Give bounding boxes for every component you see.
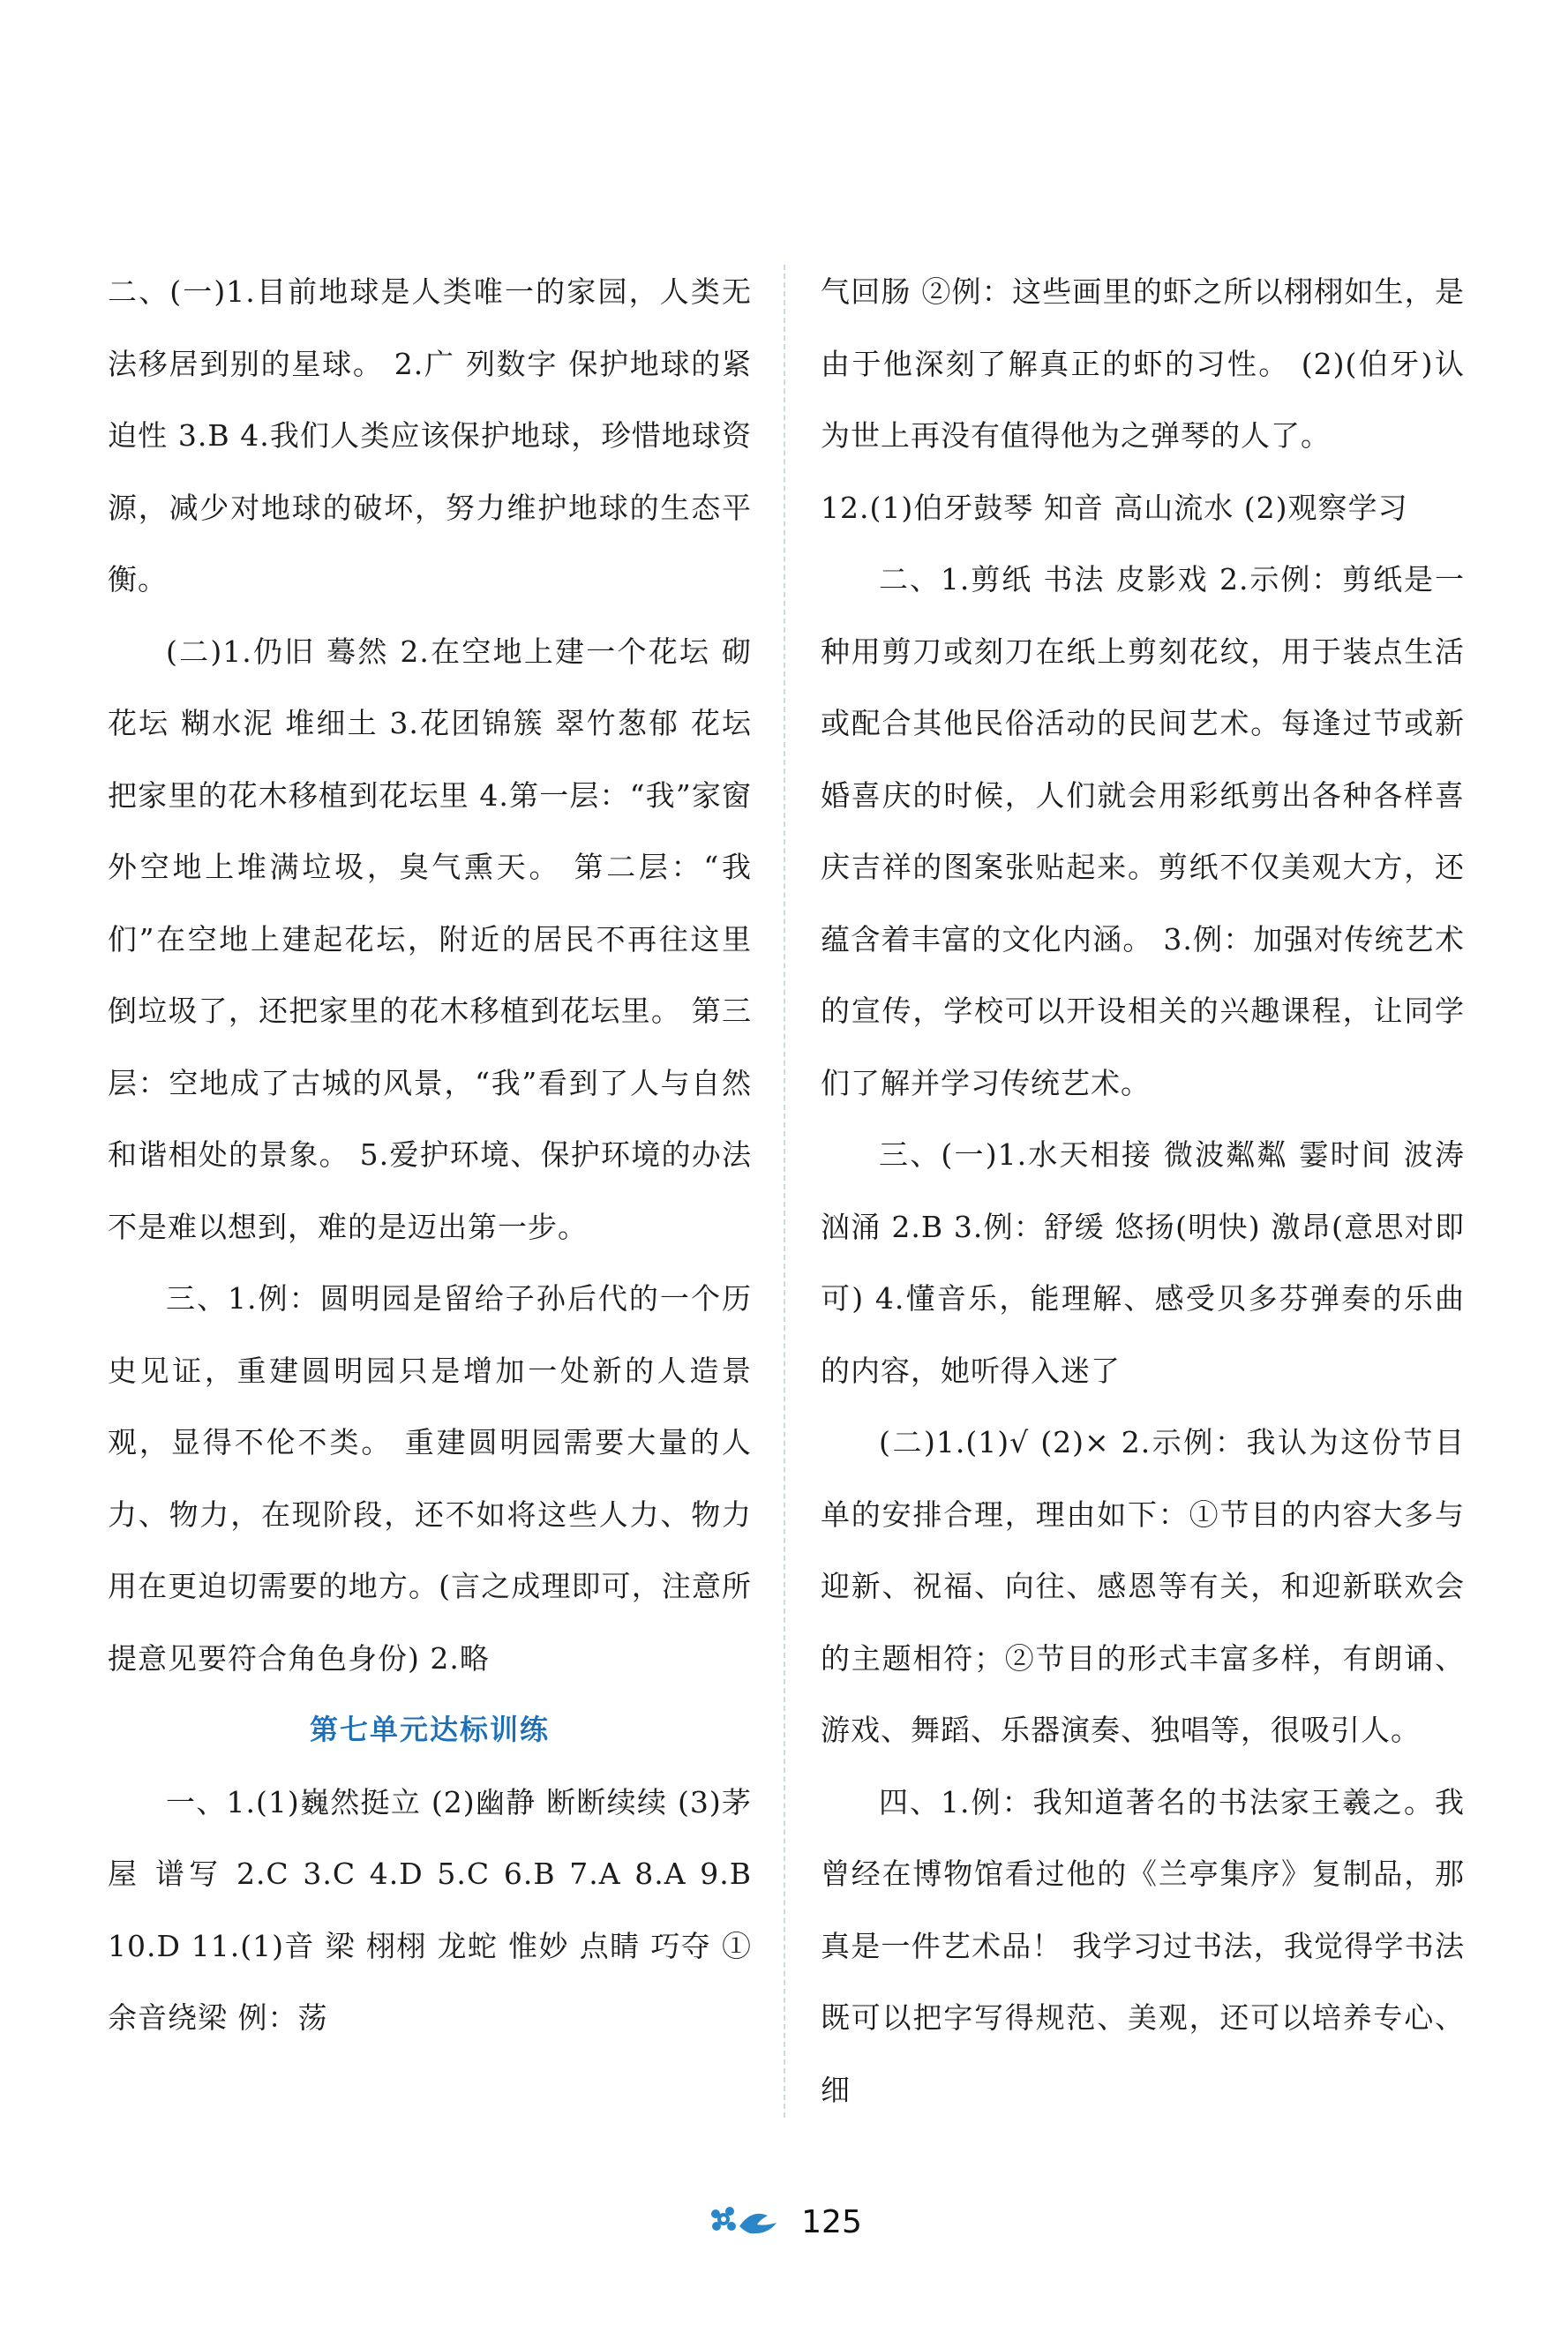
paragraph-left-1: 二、(一)1.目前地球是人类唯一的家园，人类无法移居到别的星球。 2.广 列数字 保护地球的紧迫性 3.B 4.我们人类应该保护地球，珍惜地球资源，减少对地球的破坏，努力维护地球的生态平衡。 [108,274,752,596]
paragraph-right-4: 三、(一)1.水天相接 微波粼粼 霎时间 波涛汹涌 2.B 3.例：舒缓 悠扬(明快) 激昂(意思对即可) 4.懂音乐，能理解、感受贝多芬弹奏的乐曲的内容，她听得入迷了 [821,1137,1465,1388]
paragraph-right-6: 四、1.例：我知道著名的书法家王羲之。我曾经在博物馆看过他的《兰亭集序》复制品，那真是一件艺术品！ 我学习过书法，我觉得学书法既可以把字写得规范、美观，还可以培养专心、细 [821,1784,1465,2107]
paragraph-right-5: (二)1.(1)√ (2)× 2.示例：我认为这份节目单的安排合理，理由如下：①节目的内容大多与迎新、祝福、向往、感恩等有关，和迎新联欢会的主题相符；②节目的形式丰富多样，有朗诵、游戏、舞蹈、乐器演奏、独唱等，很吸引人。 [821,1425,1465,1747]
column-divider [784,265,785,2118]
paragraph-left-4: 一、1.(1)巍然挺立 (2)幽静 断断续续 (3)茅屋 谱写 2.C 3.C 4.D 5.C 6.B 7.A 8.A 9.B 10.D 11.(1)音 梁 栩栩 龙蛇 惟妙 点睛 巧夺 ①余音绕梁 例：荡 [108,1784,752,2035]
paragraph-right-2: 12.(1)伯牙鼓琴 知音 高山流水 (2)观察学习 [821,490,1408,525]
paragraph-left-3: 三、1.例：圆明园是留给子孙后代的一个历史见证，重建圆明园只是增加一处新的人造景观，显得不伦不类。 重建圆明园需要大量的人力、物力，在现阶段，还不如将这些人力、物力用在更迫切需要的地方。(言之成理即可，注意所提意见要符合角色身份) 2.略 [108,1281,752,1676]
right-column [821,256,1465,2126]
section-heading: 第七单元达标训练 [309,1713,550,1746]
paragraph-left-2: (二)1.仍旧 蓦然 2.在空地上建一个花坛 砌花坛 糊水泥 堆细土 3.花团锦簇 翠竹葱郁 花坛 把家里的花木移植到花坛里 4.第一层：“我”家窗外空地上堆满垃圾，臭气熏天。 第二层：“我们”在空地上建起花坛，附近的居民不再往这里倒垃圾了，还把家里的花木移植到花坛里。 第三层：空地成了古城的风景，“我”看到了人与自然和谐相处的景象。 5.爱护环境、保护环境的办法不是难以想到，难的是迈出第一步。 [108,634,752,1244]
paragraph-right-3: 二、1.剪纸 书法 皮影戏 2.示例：剪纸是一种用剪刀或刻刀在纸上剪刻花纹，用于装点生活或配合其他民俗活动的民间艺术。每逢过节或新婚喜庆的时候，人们就会用彩纸剪出各种各样喜庆吉祥的图案张贴起来。剪纸不仅美观大方，还蕴含着丰富的文化内涵。 3.例：加强对传统艺术的宣传，学校可以开设相关的兴趣课程，让同学们了解并学习传统艺术。 [821,562,1465,1100]
left-column [108,256,752,2054]
flower-bird-icon [706,2200,785,2244]
page-footer [0,2195,1568,2248]
page-number: 125 [801,2203,862,2240]
paragraph-right-1: 气回肠 ②例：这些画里的虾之所以栩栩如生，是由于他深刻了解真正的虾的习性。 (2)(伯牙)认为世上再没有值得他为之弹琴的人了。 [821,274,1465,453]
